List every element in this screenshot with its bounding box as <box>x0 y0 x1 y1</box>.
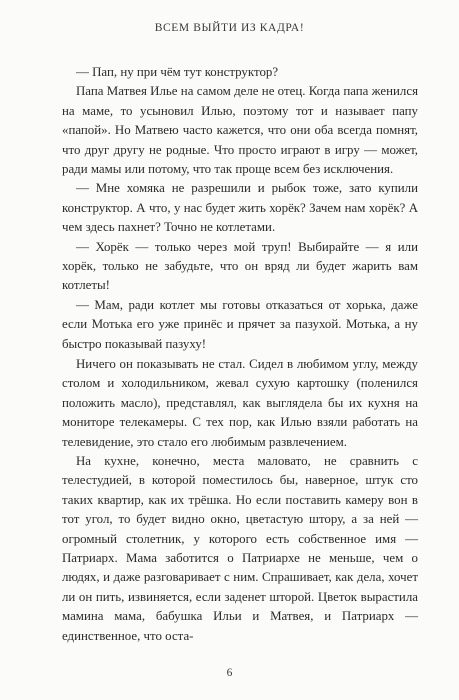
paragraph: — Хорёк — только через мой труп! Выбирайте — я или хорёк, только не забудьте, что он вряд ли будет жарить вам котлеты! <box>62 239 418 293</box>
paragraph: Ничего он показывать не стал. Сидел в любимом углу, между столом и холодильником, жевал сухую картошку (поленился положить масло), представлял, как выглядела бы их кухня на мониторе телекамеры. С тех пор, как Илью взяли работать на телевидение, это стало его любимым развлечением. <box>62 357 418 449</box>
page-number: 6 <box>226 667 233 679</box>
running-title: ВСЕМ ВЫЙТИ ИЗ КАДРА! <box>154 22 305 34</box>
paragraph: — Мам, ради котлет мы готовы отказаться от хорька, даже если Мотька его уже принёс и прячет за пазухой. Мотька, а ну быстро показывай пазуху! <box>62 297 418 351</box>
paragraph: Папа Матвея Илье на самом деле не отец. Когда папа женился на маме, то усыновил Илью, поэтому тот и называет папу «папой». Но Матвею часто кажется, что они оба всегда помнят, что друг другу не родные. Что просто играют в игру — может, ради мамы или потому, что так проще всем без исключения. <box>62 84 418 177</box>
text-block-1 <box>62 63 418 354</box>
text-block-2 <box>62 355 418 646</box>
paragraph: На кухне, конечно, места маловато, не сравнить с телестудией, в которой поместилось бы, наверное, штук сто таких квартир, как их трёшка. Но если поставить камеру вон в тот угол, то будет видно окно, цветастую штору, а за ней — огромный столетник, у которого есть собственное имя — Патриарх. Мама заботится о Патриархе не меньше, чем о людях, и даже разговаривает с ним. Спрашивает, как дела, хочет ли он пить, извиняется, если заденет шторой. Цветок вырастила мамина мама, бабушка Ильи и Матвея, и Патриарх — единственное, что оста- <box>62 454 418 643</box>
paragraph: — Пап, ну при чём тут конструктор? <box>76 65 279 79</box>
paragraph: — Мне хомяка не разрешили и рыбок тоже, зато купили конструктор. А что, у нас будет жить хорёк? Зачем нам хорёк? А чем здесь пахнет? Точно не котлетами. <box>62 181 418 235</box>
